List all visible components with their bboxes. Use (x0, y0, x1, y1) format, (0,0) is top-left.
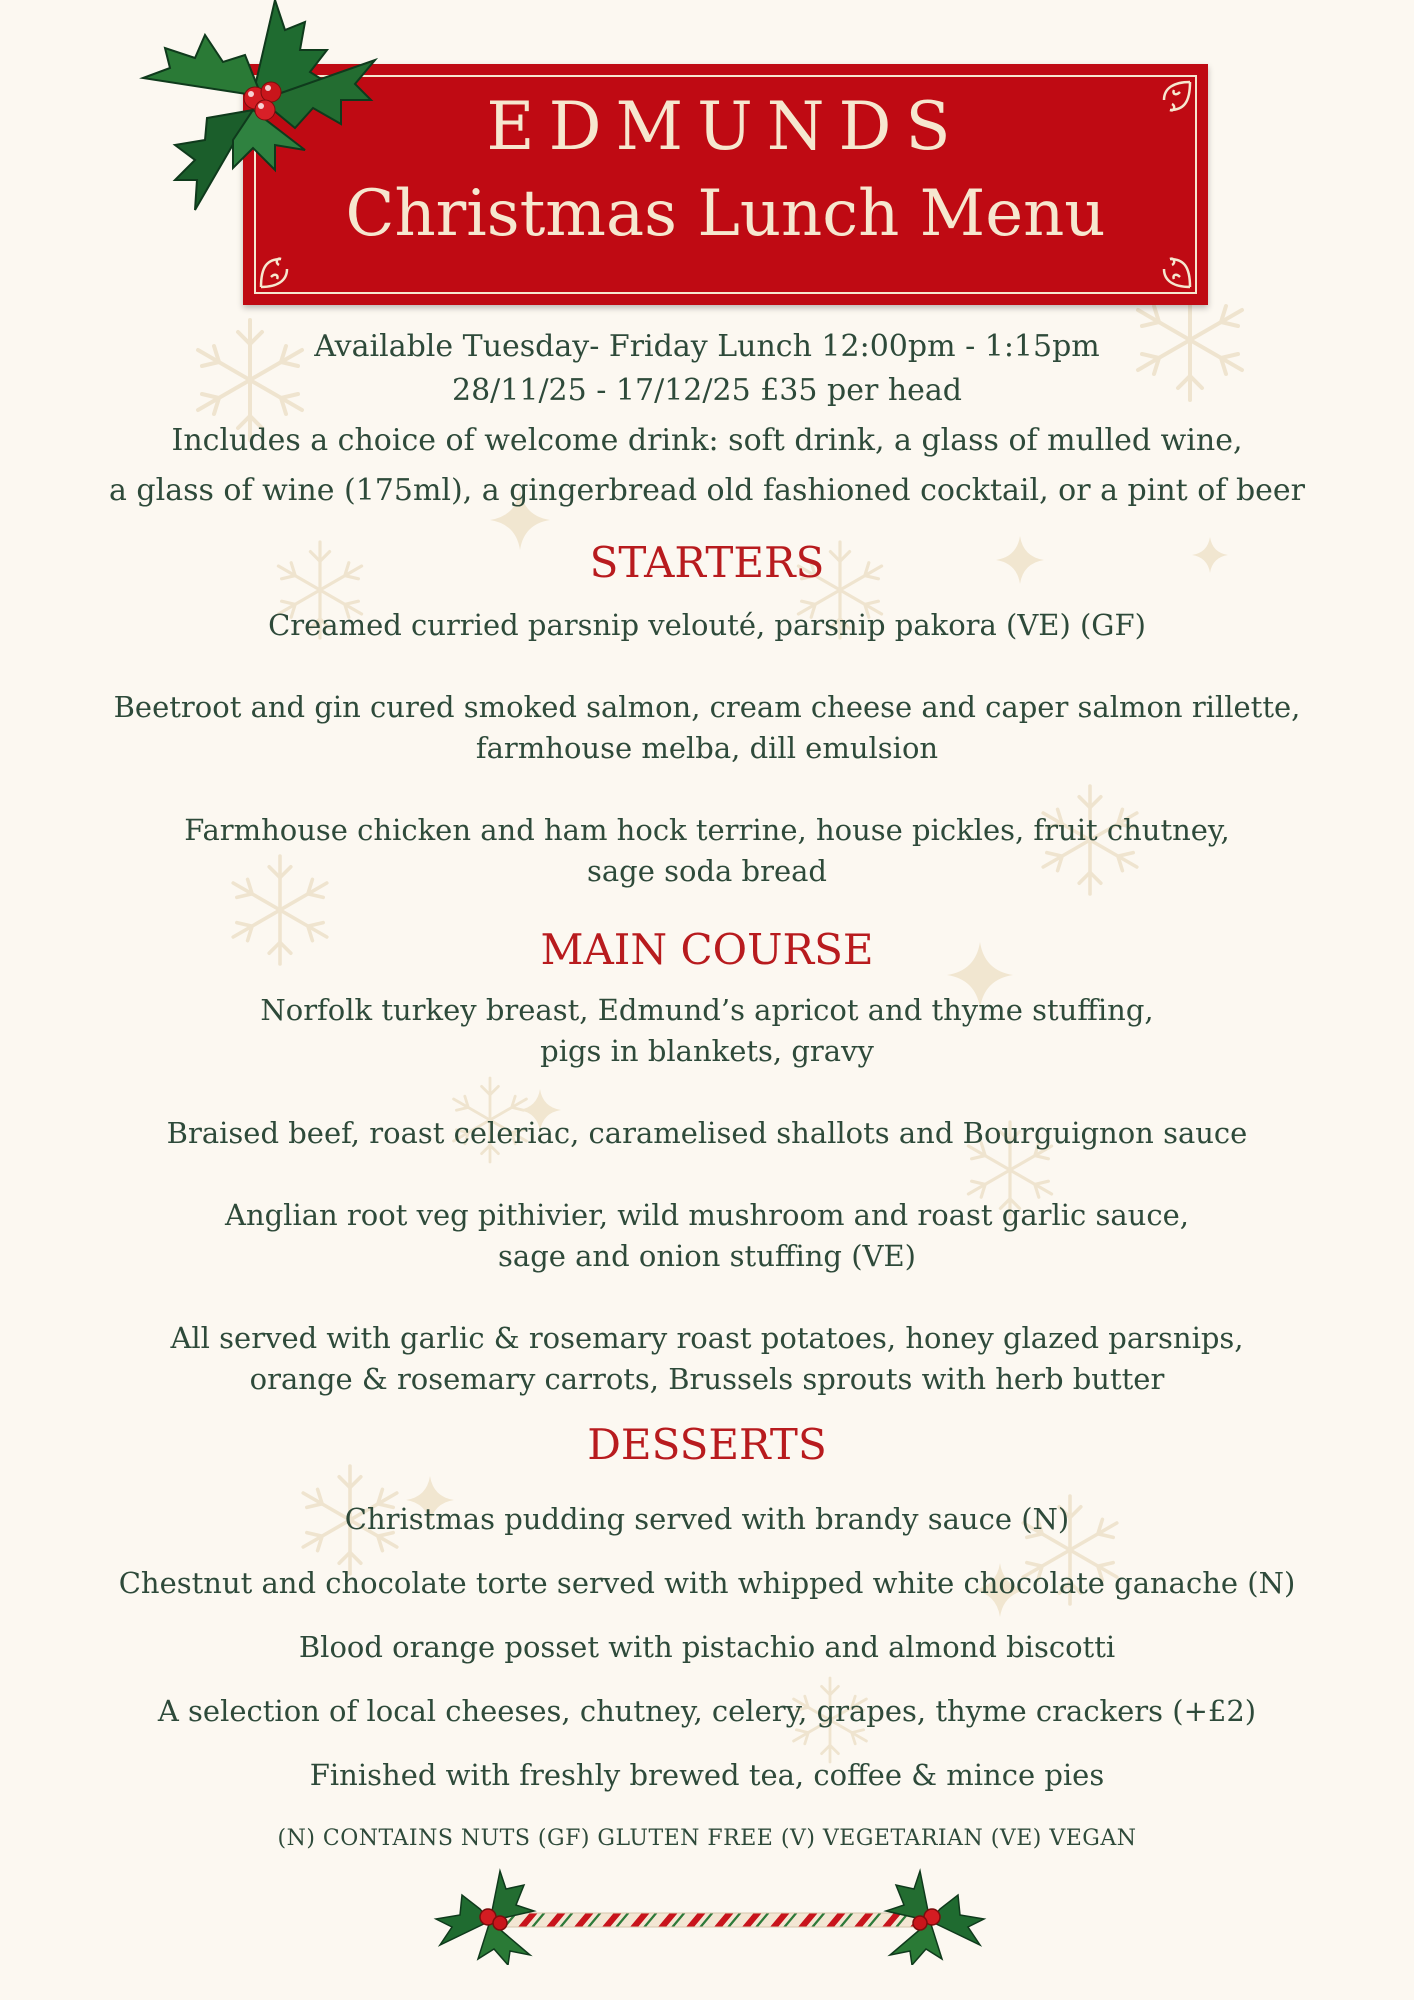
menu-item (40, 1318, 1374, 1400)
section-heading-mains: MAIN COURSE (540, 925, 874, 974)
menu-item: Blood orange posset with pistachio and almond biscotti (298, 1630, 1116, 1664)
menu-item (40, 1195, 1374, 1277)
intro-dates-price: 28/11/25 - 17/12/25 £35 per head (451, 373, 962, 408)
intro-availability: Available Tuesday- Friday Lunch 12:00pm - 1:15pm (314, 329, 1100, 364)
menu-item-line: farmhouse melba, dill emulsion (475, 731, 939, 765)
menu-item (40, 687, 1374, 769)
intro-drinks-line1: Includes a choice of welcome drink: soft drink, a glass of mulled wine, (171, 423, 1243, 458)
menu-item-line: Farmhouse chicken and ham hock terrine, house pickles, fruit chutney, (184, 813, 1230, 847)
menu-item (40, 1113, 1374, 1154)
menu-item: A selection of local cheeses, chutney, celery, grapes, thyme crackers (+£2) (157, 1694, 1257, 1728)
menu-item-line: Creamed curried parsnip velouté, parsnip pakora (VE) (GF) (268, 608, 1146, 642)
corner-flourish-icon (257, 247, 301, 291)
candy-cane-icon (430, 1865, 990, 1965)
menu-item (40, 810, 1374, 892)
section-heading-desserts: DESSERTS (587, 1420, 827, 1469)
menu-item (40, 605, 1374, 646)
menu-item: Christmas pudding served with brandy sauce (N) (344, 1502, 1070, 1536)
page-title: Christmas Lunch Menu (345, 177, 1106, 251)
menu-item-line: pigs in blankets, gravy (540, 1034, 874, 1068)
menu-item-line: orange & rosemary carrots, Brussels sprouts with herb butter (249, 1362, 1165, 1396)
menu-item-line: Anglian root veg pithivier, wild mushroom and roast garlic sauce, (225, 1198, 1189, 1232)
menu-item-line: Beetroot and gin cured smoked salmon, cream cheese and caper salmon rillette, (113, 690, 1301, 724)
holly-icon (135, 0, 385, 215)
menu-item-line: sage and onion stuffing (VE) (498, 1239, 916, 1273)
intro-drinks-line2: a glass of wine (175ml), a gingerbread old fashioned cocktail, or a pint of beer (108, 473, 1305, 508)
brand-name: EDMUNDS (486, 88, 965, 165)
menu-item-line: Braised beef, roast celeriac, caramelised shallots and Bourguignon sauce (166, 1116, 1248, 1150)
dietary-legend: (N) CONTAINS NUTS (GF) GLUTEN FREE (V) VEGETARIAN (VE) VEGAN (277, 1826, 1137, 1851)
menu-item-line: All served with garlic & rosemary roast potatoes, honey glazed parsnips, (170, 1321, 1244, 1355)
menu-item: Finished with freshly brewed tea, coffee & mince pies (309, 1758, 1105, 1792)
corner-flourish-icon (1150, 247, 1194, 291)
section-heading-starters: STARTERS (589, 538, 825, 587)
title-banner (243, 64, 1208, 305)
menu-item-line: sage soda bread (587, 854, 827, 888)
menu-item-line: Norfolk turkey breast, Edmund’s apricot and thyme stuffing, (260, 993, 1154, 1027)
menu-item (40, 990, 1374, 1072)
menu-item: Chestnut and chocolate torte served with whipped white chocolate ganache (N) (118, 1566, 1296, 1600)
